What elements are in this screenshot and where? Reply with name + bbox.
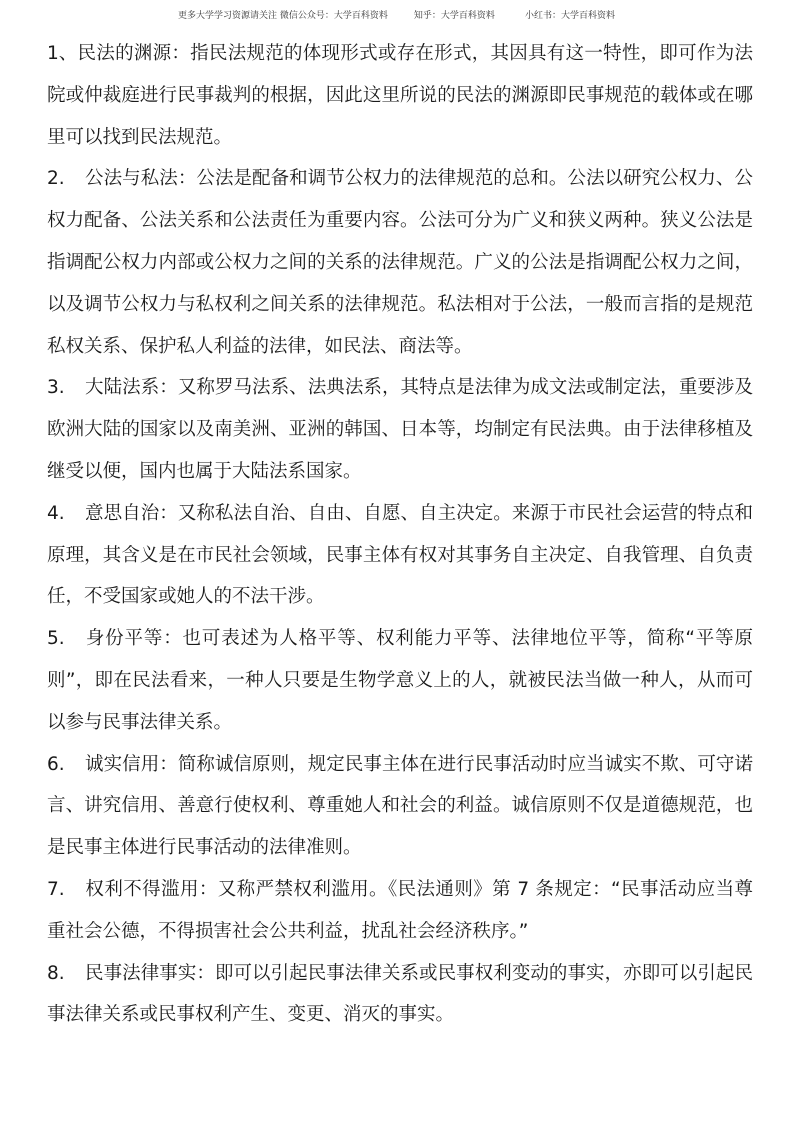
- header-wechat-note: 更多大学学习资源请关注 微信公众号：大学百科资料: [178, 11, 388, 21]
- paragraph-text: 意思自治：又称私法自治、自由、自愿、自主决定。来源于市民社会运营的特点和原理，其含义是在市民社会领域，民事主体有权对其事务自主决定、自我管理、自负责任，不受国家或她人的不法干涉。: [47, 502, 753, 608]
- paragraph-number: 6.: [47, 753, 65, 775]
- paragraph-legal-facts: [47, 953, 753, 1037]
- paragraph-number: 2.: [47, 168, 65, 190]
- paragraph-text: 权利不得滥用：又称严禁权利滥用。《民法通则》第 7 条规定：“民事活动应当尊重社会公德，不得损害社会公共利益，扰乱社会经济秩序。”: [47, 878, 753, 942]
- paragraph-number: 3.: [47, 377, 65, 399]
- paragraph-autonomy: [47, 493, 753, 618]
- paragraph-text: 大陆法系：又称罗马法系、法典法系，其特点是法律为成文法或制定法，重要涉及欧洲大陆的国家以及南美洲、亚洲的韩国、日本等，均制定有民法典。由于法律移植及继受以便，国内也属于大陆法系国家。: [47, 377, 753, 482]
- paragraph-civil-law-system: [47, 367, 753, 492]
- paragraph-text: 民法的渊源：指民法规范的体现形式或存在形式，其因具有这一特性，即可作为法院或仲裁庭进行民事裁判的根据，因此这里所说的民法的渊源即民事规范的载体或在哪里可以找到民法规范。: [47, 43, 753, 148]
- paragraph-text: 诚实信用：简称诚信原则，规定民事主体在进行民事活动时应当诚实不欺、可守诺言、讲究信用、善意行使权利、尊重她人和社会的利益。诚信原则不仅是道德规范，也是民事主体进行民事活动的法律准则。: [47, 753, 753, 859]
- paragraph-no-abuse-of-rights: [47, 869, 753, 953]
- header-xiaohongshu-note: 小红书：大学百科资料: [524, 11, 615, 21]
- paragraph-text: 公法与私法：公法是配备和调节公权力的法律规范的总和。公法以研究公权力、公权力配备、公法关系和公法责任为重要内容。公法可分为广义和狭义两种。狭义公法是指调配公权力内部或公权力之间的关系的法律规范。广义的公法是指调配公权力之间，以及调节公权力与私权利之间关系的法律规范。私法相对于公法，一般而言指的是规范私权关系、保护私人利益的法律，如民法、商法等。: [47, 168, 753, 357]
- paragraph-equality: [47, 618, 753, 743]
- paragraph-number: 7.: [47, 878, 65, 900]
- document-body: [47, 33, 753, 1036]
- paragraph-text: 民事法律事实：即可以引起民事法律关系或民事权利变动的事实，亦即可以引起民事法律关系或民事权利产生、变更、消灭的事实。: [47, 962, 753, 1026]
- paragraph-number: 1、: [47, 43, 78, 64]
- paragraph-good-faith: [47, 744, 753, 869]
- paragraph-number: 8.: [47, 962, 65, 984]
- paragraph-number: 5.: [47, 628, 65, 650]
- header-zhihu-note: 知乎：大学百科资料: [413, 11, 495, 21]
- page-header: [0, 8, 793, 21]
- paragraph-text: 身份平等：也可表述为人格平等、权利能力平等、法律地位平等，简称“平等原则”，即在民法看来，一种人只要是生物学意义上的人，就被民法当做一种人，从而可以参与民事法律关系。: [47, 628, 753, 733]
- paragraph-number: 4.: [47, 502, 65, 524]
- paragraph-public-private-law: [47, 158, 753, 367]
- paragraph-civil-law-sources: [47, 33, 753, 158]
